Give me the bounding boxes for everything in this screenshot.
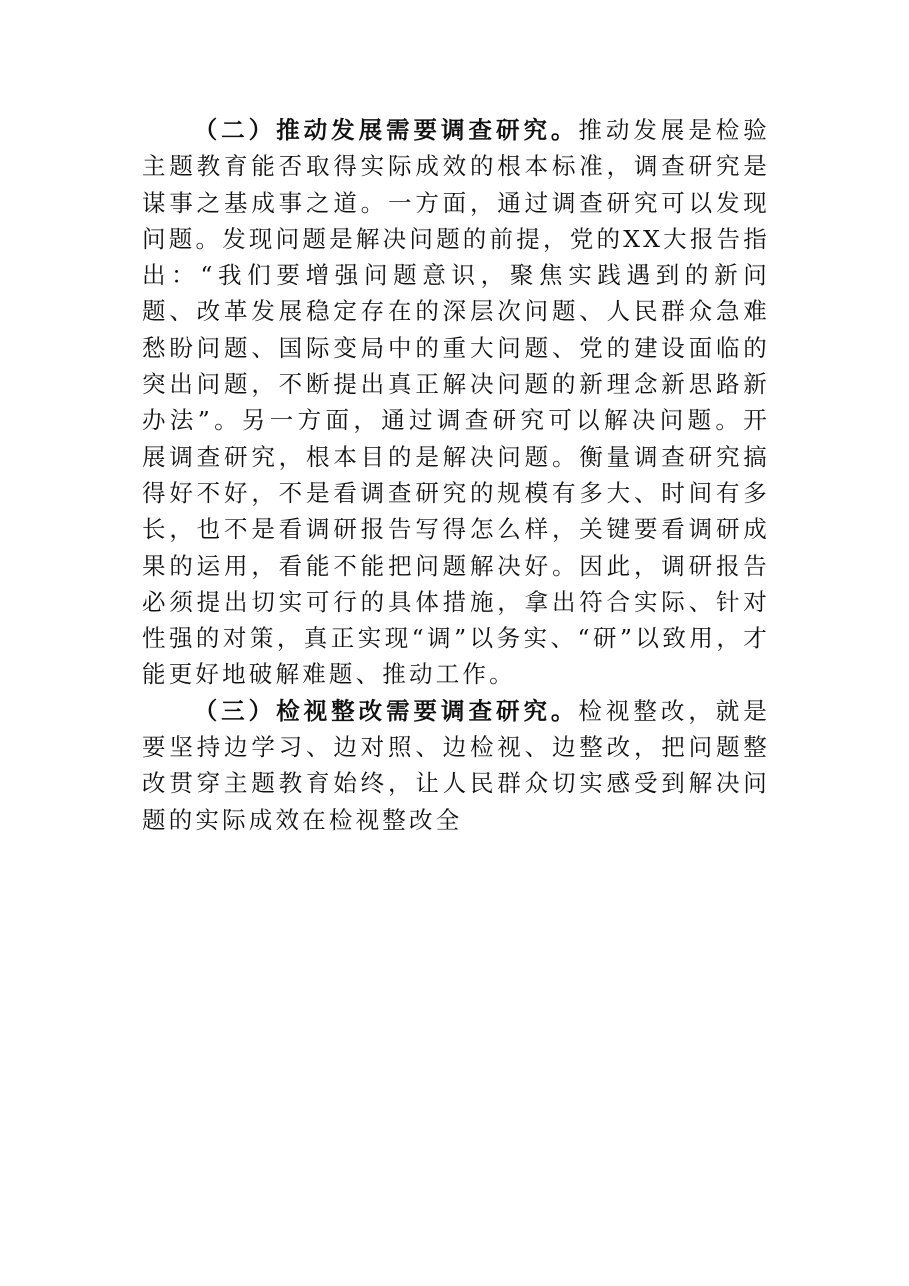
paragraph-text: 推动发展是检验主题教育能否取得实际成效的根本标准，调查研究是谋事之基成事之道。一方面，通过调查研究可以发现问题。发现问题是解决问题的前提，党的XX大报告指出：“我们要增强问题意识，聚焦实践遇到的新问题、改革发展稳定存在的深层次问题、人民群众急难愁盼问题、国际变局中的重大问题、党的建设面临的突出问题，不断提出真正解决问题的新理念新思路新办法”。另一方面，通过调查研究可以解决问题。开展调查研究，根本目的是解决问题。衡量调查研究搞得好不好，不是看调查研究的规模有多大、时间有多长，也不是看调研报告写得怎么样，关键要看调研成果的运用，看能不能把问题解决好。因此，调研报告必须提出切实可行的具体措施，拿出符合实际、针对性强的对策，真正实现“调”以务实、“研”以致用，才能更好地破解难题、推动工作。 <box>142 116 770 689</box>
paragraph-heading: （三）检视整改需要调查研究。 <box>193 696 579 725</box>
document-body <box>142 112 770 838</box>
paragraph-3 <box>142 693 770 838</box>
paragraph-heading: （二）推动发展需要调查研究。 <box>193 116 579 144</box>
paragraph-text: 检视整改，就是要坚持边学习、边对照、边检视、边整改，把问题整改贯穿主题教育始终，让人民群众切实感受到解决问题的实际成效在检视整改全 <box>142 696 770 834</box>
paragraph-2 <box>142 112 770 693</box>
